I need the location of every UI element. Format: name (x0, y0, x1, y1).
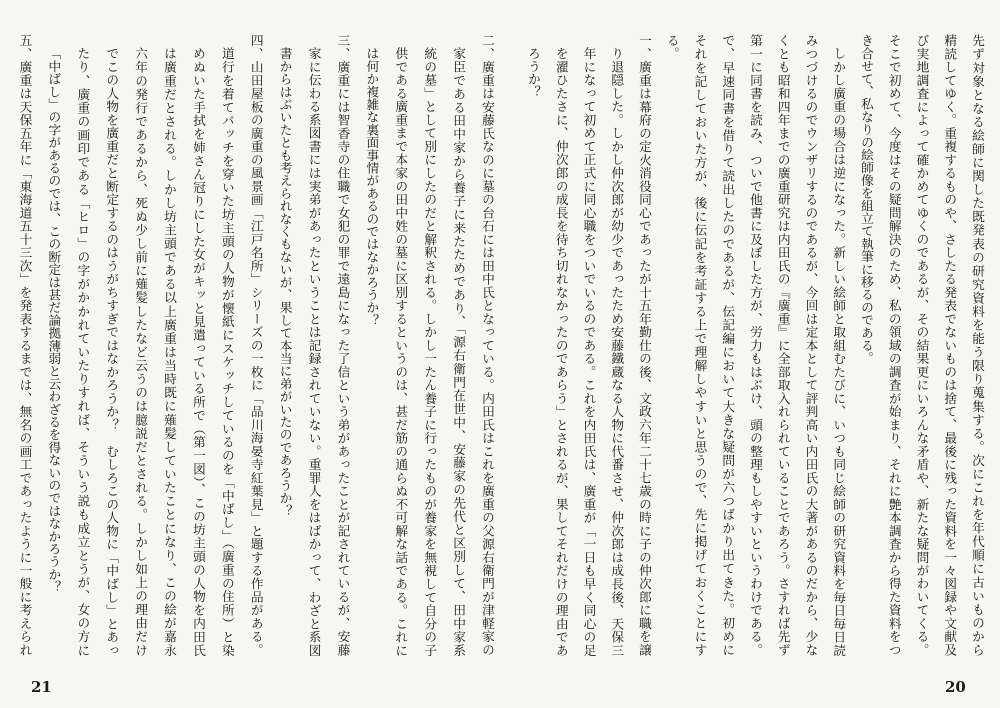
text-line: 二、廣重は安藤氏なのに墓の台石には田中氏となっている。内田氏はこれを廣重の父源右衛門が津軽家の (480, 34, 494, 656)
text-line: 四、山田屋板の廣重の風景画「江戸名所」シリーズの一枚に「品川海晏寺紅葉見」と題する作品がある。 (248, 34, 263, 656)
text-line: 年になって初めて正式に同心職をついでいるのである。これを内田氏は、廣重が「一日も早く同心の足 (581, 46, 596, 656)
page-21-body-text (9, 34, 501, 656)
text-line: 統の墓」として別にしたのだと解釈される。しかし一たん養子に行ったものが養家を無視して自分の子 (422, 46, 437, 656)
text-line: 先ず対象となる絵師に関した既発表の研究資料を能う限り蒐集する。次にこれを年代順に古いものから (970, 34, 984, 656)
text-line: 供である廣重まで本家の田中姓の墓に区別するというのは、甚だ筋の通らぬ不可解な話である。これに (393, 46, 408, 656)
text-line: めぬいた手拭を姉さん冠りにした女がキッと見遣っている所で（第一図）、この坊主頭の人物を内田氏 (190, 46, 205, 656)
text-line: 家に伝わる系図書には実弟があったということは記録されていない。重罪人をはばかって、わざと系図 (306, 46, 321, 656)
text-line: 三、廣重には智香寺の住職で女犯の罪で遠島になった了信という弟があったことが記されているが、安藤 (335, 34, 350, 656)
text-line: 家臣である田中家から養子に来たためであり、「源右衛門在世中、安藤家の先代と区別して、田中家系 (451, 46, 466, 656)
text-line: みつづけるのでウンザリするのであるが、今回は定本として評判高い内田氏の大著があるのだから、少な (803, 34, 818, 656)
text-line: でこの人物を廣重だと断定するのはうがちすぎではなかろうか？ むしろこの人物に「中ばし」とあっ (104, 46, 119, 656)
text-line: しかし廣重の場合は逆になった。新しい絵師と取組むたびに、いつも同じ絵師の研究資料を毎日毎日読 (831, 46, 846, 656)
text-line: 第一に同書を読み、ついで他書に及ぼした方が、労力もはぶけ、頭の整理もしやすいというわけである。 (748, 34, 762, 656)
page-number: 21 (31, 678, 52, 696)
page-20-body-text (518, 34, 990, 656)
text-line: は廣重だとされる。しかし坊主頭である以上廣重は当時既に薙髪していたことになり、この絵が嘉永 (162, 46, 177, 656)
text-line: り退隠した。しかし仲次郎が幼少であったため安藤鐵蔵なる人物に代番させ、仲次郎は成長後、天保三 (609, 46, 624, 656)
page-20 (505, 0, 1000, 708)
text-line: 「中ばし」の字があるのでは、この断定は甚だ論拠薄弱と云わざるを得ないのではなかろうか？ (46, 46, 61, 593)
text-line: 一、廣重は幕府の定火消役同心であったが十五年勤仕の後、文政六年二十七歳の時に子の仲次郎に職を譲 (637, 34, 651, 656)
text-line: それを記しておいた方が、後に伝記を考証する上で理解しやすいと思うので、先に掲げておくことにす (692, 34, 707, 656)
text-line: き合せて、私なりの絵師像を組立て執筆に移るのである。 (859, 34, 873, 365)
text-line: 五、廣重は天保五年に「東海道五十三次」を発表するまでは、無名の画工であったように一般に考えられ (17, 34, 32, 656)
text-line: ろうか？ (526, 46, 540, 98)
text-line: を濯ひたさに、仲次郎の成長を待ち切れなかったのであらう」とされるが、果してそれだけの理由であ (553, 46, 568, 656)
text-line: る。 (664, 34, 679, 60)
text-line: そこで初めて、今度はその疑問解決のため、私の領域の調査が始まり、それに艶本調査から得た資料をつ (886, 34, 901, 656)
text-line: 六年の発行であるから、死ぬ少し前に薙髪したなど云うのは臆説だとされる。しかし如上の理由だけ (133, 46, 148, 656)
text-line: び実地調査によって確かめてゆくのであるが、その結果更にいろんな矛盾や、新たな疑問がわいてくる。 (914, 34, 929, 656)
text-line: たり、廣重の画印である「ヒロ」の字がかかれていたりすれば、そういう説も成立とうが、女の方に (75, 46, 90, 656)
page-number: 20 (945, 678, 966, 696)
text-line: 道行を着てパッチを穿いた坊主頭の人物が懐紙にスケッチしているのを「中ばし」（廣重の住所）と染 (219, 46, 234, 656)
text-line: は何か複雑な裏面事情があるのではなかろうか？ (364, 46, 379, 327)
text-line: くとも昭和四年までの廣重研究は内田氏の『廣重』に全部取入れられていることであろう。さすれば先ず (775, 34, 790, 656)
text-line: で、早速同書を借りて読出したのであるが、伝記編において大きな疑問が六つばかり出てきた。初めに (720, 34, 735, 656)
text-line: 書からはぶいたとも考えられなくもないが、果して本当に弟がいたのであろうか？ (277, 46, 292, 517)
text-line: 精読してゆく。重複するものや、さしたる発表でないものは捨て、最後に残った資料を一々図録や文献及 (942, 34, 957, 656)
